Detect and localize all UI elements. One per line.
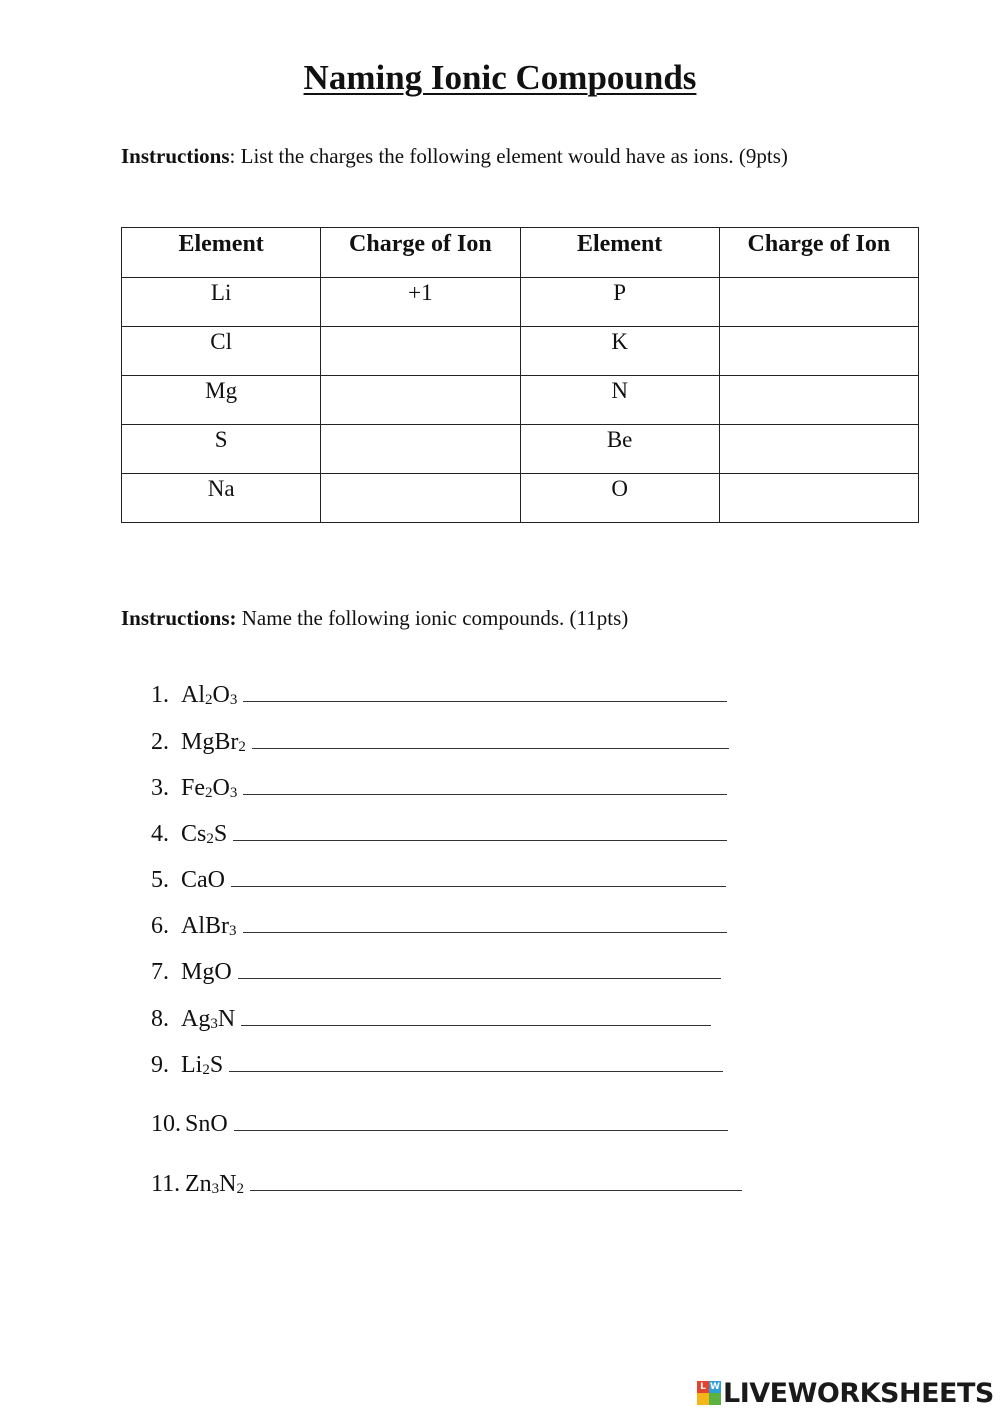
charge-answer-cell[interactable] [719,425,918,474]
answer-blank[interactable] [243,931,727,933]
compound-formula: $Al_2O_3$ [181,682,238,708]
question-item [151,913,727,940]
instructions-label: Instructions [121,144,230,168]
ion-charge-table [121,227,919,523]
question-item [151,729,729,756]
answer-blank[interactable] [231,885,726,887]
charge-answer-cell[interactable] [719,278,918,327]
element-cell: P [520,278,719,327]
table-row [122,474,919,523]
answer-blank[interactable] [241,1024,711,1026]
compound-formula: CaO [181,867,225,893]
header-element-2: Element [520,228,719,278]
instructions-label: Instructions: [121,606,237,630]
element-cell: O [520,474,719,523]
compound-formula: $Fe_2O_3$ [181,775,238,801]
question-item [151,1052,723,1079]
question-item [151,682,727,709]
instructions-text: : List the charges the following element would have as ions. (9pts) [229,144,788,168]
question-item [151,867,726,894]
compound-formula: SnO [185,1111,228,1137]
question-number: 3. [151,775,169,801]
question-item [151,1006,711,1033]
question-item [151,775,727,802]
charge-answer-cell[interactable] [321,376,520,425]
charge-answer-cell[interactable] [321,474,520,523]
compound-formula: MgO [181,959,232,985]
compound-formula: MgBr$_2$ [181,729,246,755]
charge-answer-cell[interactable] [719,474,918,523]
element-cell: Na [122,474,321,523]
logo-icon-tile [697,1393,709,1405]
instructions-text: Name the following ionic compounds. (11pts) [236,606,629,630]
element-cell: Li [122,278,321,327]
question-number: 9. [151,1052,169,1078]
compound-formula: $Cs_2S$ [181,821,228,847]
element-cell: Mg [122,376,321,425]
charge-answer-cell[interactable] [321,425,520,474]
header-charge-2: Charge of Ion [719,228,918,278]
logo-icon-tile: L [697,1381,709,1393]
logo-icon-tile: W [710,1382,720,1392]
table-header-row [122,228,919,278]
answer-blank[interactable] [229,1070,723,1072]
table-row [122,278,919,327]
logo-icon-tile [709,1393,721,1405]
element-cell: Be [520,425,719,474]
page-title: Naming Ionic Compounds [303,58,697,97]
question-number: 4. [151,821,169,847]
question-number: 1. [151,682,169,708]
answer-blank[interactable] [238,977,721,979]
charge-answer-cell[interactable] [719,376,918,425]
table-row [122,327,919,376]
answer-blank[interactable] [233,839,727,841]
answer-blank[interactable] [250,1189,742,1191]
question-item [151,1111,728,1138]
question-number: 10. [151,1111,181,1137]
question-item [151,959,721,986]
charge-answer-cell[interactable] [719,327,918,376]
element-cell: N [520,376,719,425]
element-cell: S [122,425,321,474]
answer-blank[interactable] [252,747,729,749]
compound-formula: $Ag_3N$ [181,1006,236,1032]
compound-formula: $Zn_3N_2$ [185,1171,245,1197]
header-element-1: Element [122,228,321,278]
question-item [151,821,727,848]
compound-formula: AlBr$_3$ [181,913,237,939]
liveworksheets-icon [697,1381,721,1405]
answer-blank[interactable] [243,793,727,795]
instructions-charges [121,144,788,169]
question-number: 8. [151,1006,169,1032]
element-cell: Cl [122,327,321,376]
liveworksheets-logo [697,1378,994,1408]
table-row [122,376,919,425]
question-item [151,1171,742,1198]
instructions-naming [121,606,628,631]
header-charge-1: Charge of Ion [321,228,520,278]
logo-text: LIVEWORKSHEETS [723,1377,994,1409]
compound-formula: $Li_2S$ [181,1052,224,1078]
table-row [122,425,919,474]
answer-blank[interactable] [234,1129,728,1131]
question-number: 2. [151,729,169,755]
question-number: 7. [151,959,169,985]
question-number: 11. [151,1171,181,1197]
element-cell: K [520,327,719,376]
answer-blank[interactable] [243,700,727,702]
question-number: 6. [151,913,169,939]
charge-answer-cell[interactable] [321,327,520,376]
charge-answer-cell[interactable]: +1 [321,278,520,327]
question-number: 5. [151,867,169,893]
